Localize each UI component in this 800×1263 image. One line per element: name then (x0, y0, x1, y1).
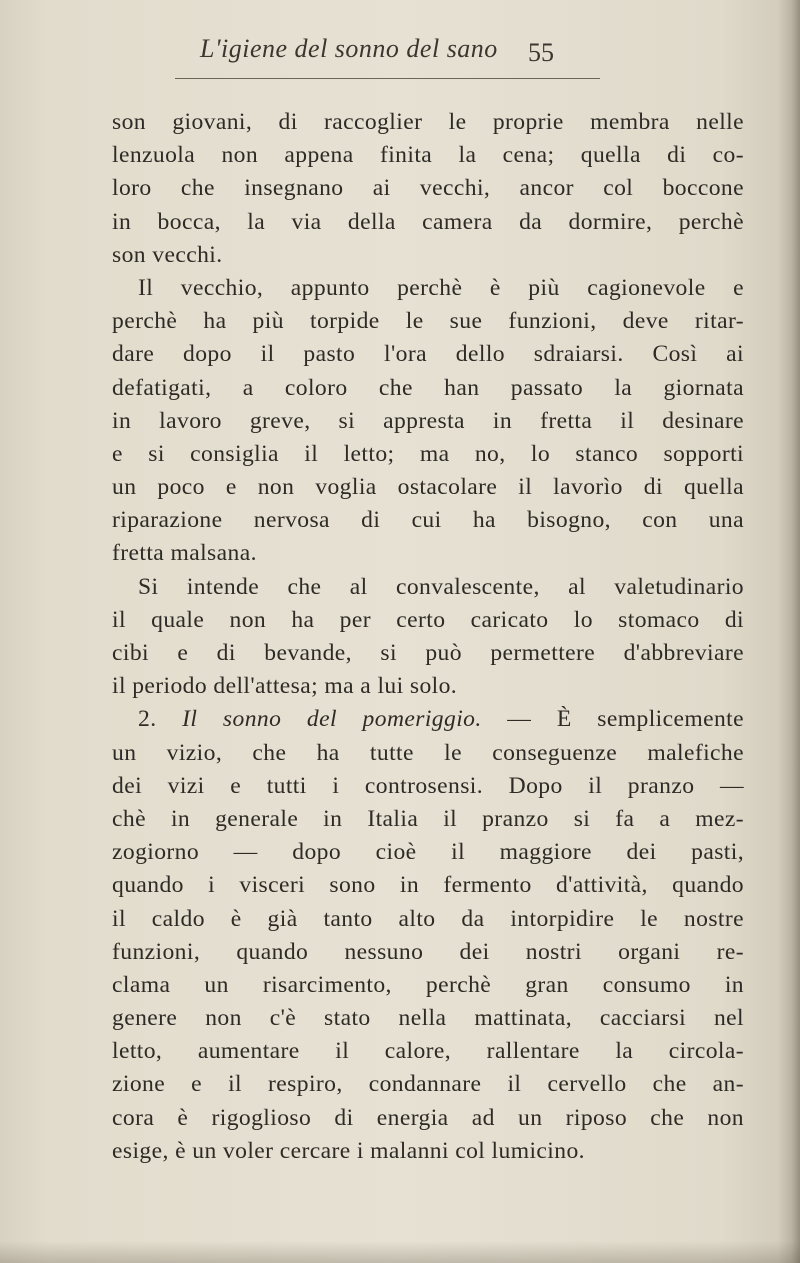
text-line: zione e il respiro, condannare il cervello che an- (112, 1071, 744, 1098)
text-line: in lavoro greve, si appresta in fretta il desinare (112, 407, 744, 434)
text-line: loro che insegnano ai vecchi, ancor col boccone (112, 175, 744, 202)
text-line: il quale non ha per certo caricato lo stomaco di (112, 606, 744, 633)
text-line: perchè ha più torpide le sue funzioni, deve ritar- (112, 308, 744, 335)
text-line: riparazione nervosa di cui ha bisogno, con una (112, 507, 744, 534)
text-line: funzioni, quando nessuno dei nostri organi re- (112, 938, 744, 965)
text-line: dei vizi e tutti i controsensi. Dopo il pranzo — (112, 772, 744, 799)
text-line: Il vecchio, appunto perchè è più cagionevole e (138, 274, 744, 301)
text-line: un poco e non voglia ostacolare il lavorìo di quella (112, 474, 744, 501)
section-number: 2. (138, 706, 183, 733)
text-line: il caldo è già tanto alto da intorpidire le nostre (112, 905, 744, 932)
text-line: il periodo dell'attesa; ma a lui solo. (112, 673, 458, 700)
text-line: zogiorno — dopo cioè il maggiore dei pasti, (112, 839, 744, 866)
running-head (0, 34, 800, 74)
text-line: cora è rigoglioso di energia ad un riposo che non (112, 1104, 744, 1131)
text-line: un vizio, che ha tutte le conseguenze malefiche (112, 739, 744, 766)
text-line: son giovani, di raccoglier le proprie membra nelle (112, 109, 744, 135)
text-line (112, 703, 744, 736)
page-number: 55 (528, 38, 554, 67)
body-text (112, 106, 744, 1168)
text-line: chè in generale in Italia il pranzo si fa a mez- (112, 805, 744, 832)
text-line: Si intende che al convalescente, al valetudinario (138, 573, 744, 600)
text-line: letto, aumentare il calore, rallentare la circola- (112, 1038, 744, 1065)
line-text: — È semplicemente (481, 706, 744, 733)
text-line: son vecchi. (112, 241, 223, 268)
text-line: quando i visceri sono in fermento d'attività, quando (112, 872, 744, 899)
text-line: defatigati, a coloro che han passato la giornata (112, 374, 744, 401)
page-bottom-shadow (0, 1241, 800, 1263)
text-line: cibi e di bevande, si può permettere d'abbreviare (112, 640, 744, 666)
text-line: fretta malsana. (112, 540, 257, 567)
header-rule (175, 78, 600, 79)
page-edge-shadow (778, 0, 800, 1263)
text-line: lenzuola non appena finita la cena; quella di co- (112, 142, 744, 169)
text-line: dare dopo il pasto l'ora dello sdraiarsi. Così ai (112, 341, 744, 368)
text-line: in bocca, la via della camera da dormire, perchè (112, 208, 744, 235)
section-heading: Il sonno del pomeriggio. (182, 706, 482, 733)
text-line: genere non c'è stato nella mattinata, cacciarsi nel (112, 1005, 744, 1032)
running-title: L'igiene del sonno del sano (200, 34, 498, 63)
text-line: esige, è un voler cercare i malanni col lumicino. (112, 1137, 585, 1164)
text-line: e si consiglia il letto; ma no, lo stanco sopporti (112, 440, 744, 467)
text-line: clama un risarcimento, perchè gran consumo in (112, 971, 744, 998)
